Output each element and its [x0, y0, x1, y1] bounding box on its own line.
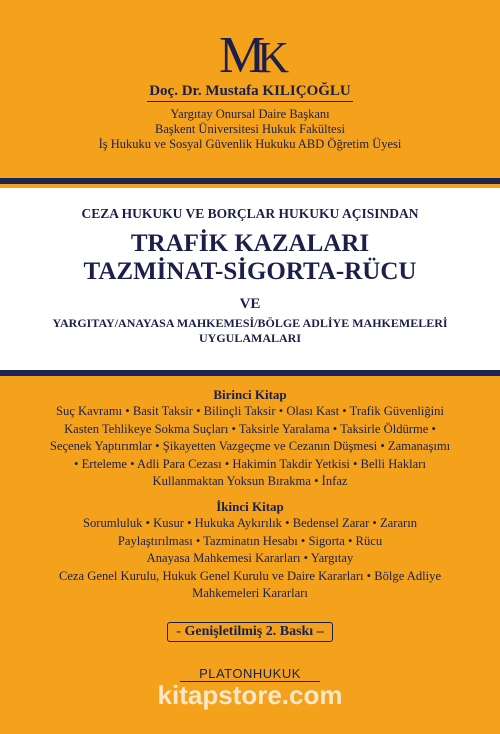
- book1-section: [42, 386, 458, 490]
- book-title-line: TRAFİK KAZALARI: [130, 230, 370, 257]
- book2-topic-line: Paylaştırılması • Tazminatın Hesabı • Sigorta • Rücu: [117, 533, 383, 548]
- applications-line: UYGULAMALARI: [199, 331, 301, 345]
- author-title-line: Başkent Üniversitesi Hukuk Fakültesi: [155, 122, 345, 136]
- book2-topic-line: Anayasa Mahkemesi Kararları • Yargıtay: [146, 551, 354, 566]
- book1-topic-line: Suç Kavramı • Basit Taksir • Bilinçli Taksir • Olası Kast • Trafik Güvenliğini: [56, 404, 444, 419]
- logo-letter-m: M: [218, 27, 258, 84]
- author-block: [0, 82, 500, 102]
- author-title-line: İş Hukuku ve Sosyal Güvenlik Hukuku ABD Öğretim Üyesi: [98, 137, 402, 151]
- title-connector: VE: [239, 296, 261, 312]
- bottom-band: [0, 370, 500, 376]
- book2-heading: İkinci Kitap: [216, 499, 284, 514]
- book2-topic-line: Ceza Genel Kurulu, Hukuk Genel Kurulu ve Daire Kararları • Bölge Adliye: [58, 568, 442, 583]
- author-name: Doç. Dr. Mustafa KILIÇOĞLU: [147, 83, 353, 102]
- logo-letter-k: K: [257, 33, 282, 82]
- publisher-label: PLATONHUKUK: [199, 666, 301, 681]
- book-title: [0, 230, 500, 286]
- book1-topic-line: • Erteleme • Adli Para Cezası • Hakimin Takdir Yetkisi • Belli Hakları: [74, 456, 426, 471]
- applications-heading: [0, 316, 500, 346]
- watermark: kitapstore.com: [157, 680, 343, 710]
- book1-heading: Birinci Kitap: [213, 387, 287, 402]
- author-titles: [0, 107, 500, 152]
- book-subtitle: CEZA HUKUKU VE BORÇLAR HUKUKU AÇISINDAN: [81, 206, 419, 221]
- publisher-logo-mk: [0, 28, 500, 86]
- title-panel: [0, 188, 500, 370]
- book1-topic-line: Kullanmaktan Yoksun Bırakma • İnfaz: [152, 474, 348, 489]
- applications-line: YARGITAY/ANAYASA MAHKEMESİ/BÖLGE ADLİYE MAHKEMELERİ: [52, 316, 448, 330]
- author-title-line: Yargıtay Onursal Daire Başkanı: [170, 107, 330, 121]
- edition-label: - Genişletilmiş 2. Baskı –: [167, 622, 332, 642]
- book1-topic-line: Kasten Tehlikeye Sokma Suçları • Taksirle Yaralama • Taksirle Öldürme •: [64, 421, 436, 436]
- book2-section: [42, 498, 458, 602]
- book2-topic-line: Sorumluluk • Kusur • Hukuka Aykırılık • Bedensel Zarar • Zararın: [82, 516, 418, 531]
- book1-topic-line: Seçenek Yaptırımlar • Şikayetten Vazgeçme ve Cezanın Düşmesi • Zamanaşımı: [49, 439, 451, 454]
- book2-topic-line: Mahkemeleri Kararları: [192, 586, 308, 601]
- top-band: [0, 178, 500, 184]
- edition-badge: [0, 622, 500, 642]
- book-title-line: TAZMİNAT-SİGORTA-RÜCU: [83, 258, 417, 285]
